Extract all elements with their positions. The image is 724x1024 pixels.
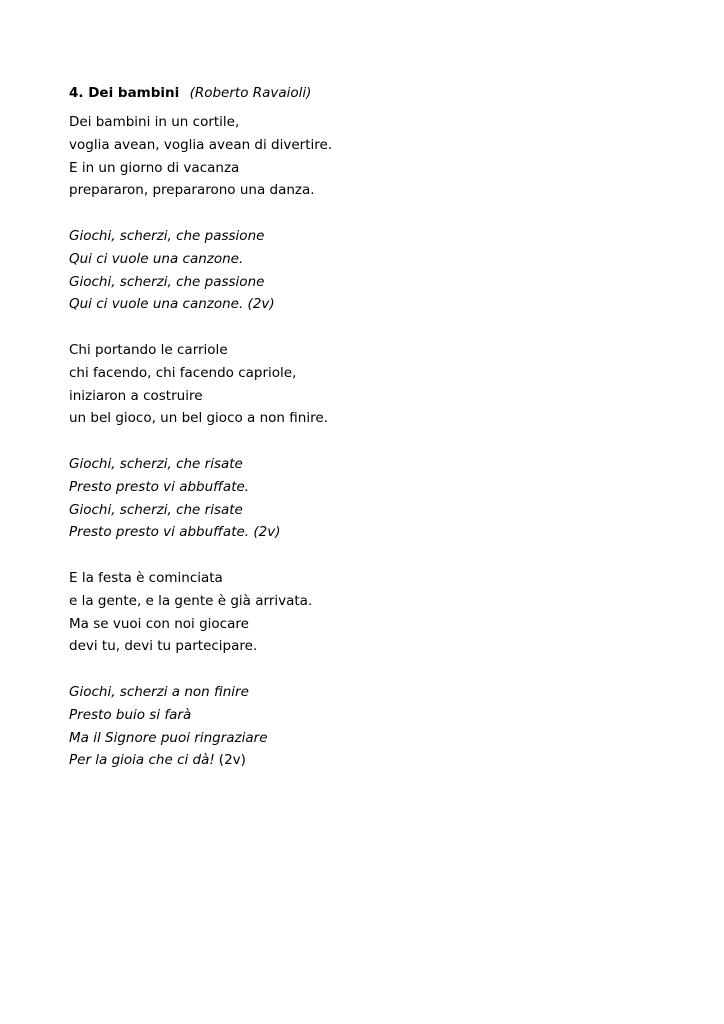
lyric-line: Giochi, scherzi, che passione <box>69 227 265 244</box>
lyric-line: Dei bambini in un cortile, <box>69 114 240 130</box>
lyric-line: Presto presto vi abbuffate. (2v) <box>69 524 281 541</box>
song-page <box>69 84 689 772</box>
lyric-line: iniziaron a costruire <box>69 387 203 404</box>
lyric-line: E la festa è cominciata <box>69 569 223 586</box>
lyric-line: Chi portando le carriole <box>69 341 228 358</box>
lyric-line: un bel gioco, un bel gioco a non finire. <box>69 410 328 427</box>
stanza-gap <box>69 316 689 339</box>
lyric-line-last <box>69 749 689 772</box>
stanza-chorus-2 <box>69 453 689 544</box>
stanza-chorus-1 <box>69 225 689 316</box>
lyric-line: Presto presto vi abbuffate. <box>69 478 250 495</box>
stanza-gap <box>69 544 689 567</box>
song-author: (Roberto Ravaioli) <box>189 85 312 101</box>
lyric-line: e la gente, e la gente è già arrivata. <box>69 592 313 609</box>
lyric-line: Ma il Signore puoi ringraziare <box>69 729 268 746</box>
stanza-chorus-3 <box>69 681 689 772</box>
lyric-line: Giochi, scherzi, che risate <box>69 455 243 472</box>
lyric-line: chi facendo, chi facendo capriole, <box>69 364 297 381</box>
stanza-verse-2 <box>69 339 689 430</box>
stanza-verse-3 <box>69 567 689 658</box>
lyric-line: Ma se vuoi con noi giocare <box>69 615 249 632</box>
lyric-line: Giochi, scherzi, che risate <box>69 501 243 518</box>
lyric-line: Giochi, scherzi, che passione <box>69 273 265 290</box>
song-title: 4. Dei bambini <box>69 85 180 101</box>
lyric-line-text: Per la gioia che ci dà! <box>69 752 215 769</box>
lyric-line: Qui ci vuole una canzone. <box>69 250 244 267</box>
stanza-gap <box>69 430 689 453</box>
lyric-line: E in un giorno di vacanza <box>69 159 240 176</box>
lyric-line: Giochi, scherzi a non finire <box>69 683 249 700</box>
stanza-gap <box>69 202 689 225</box>
song-heading <box>69 84 689 102</box>
repeat-marker: (2v) <box>218 752 246 769</box>
lyric-line: prepararon, prepararono una danza. <box>69 182 315 199</box>
lyric-line: Qui ci vuole una canzone. (2v) <box>69 296 275 313</box>
stanza-gap <box>69 658 689 681</box>
lyric-line: devi tu, devi tu partecipare. <box>69 638 258 655</box>
lyric-line: Presto buio si farà <box>69 706 192 723</box>
stanza-verse-1 <box>69 111 689 202</box>
lyric-line: voglia avean, voglia avean di divertire. <box>69 136 333 153</box>
